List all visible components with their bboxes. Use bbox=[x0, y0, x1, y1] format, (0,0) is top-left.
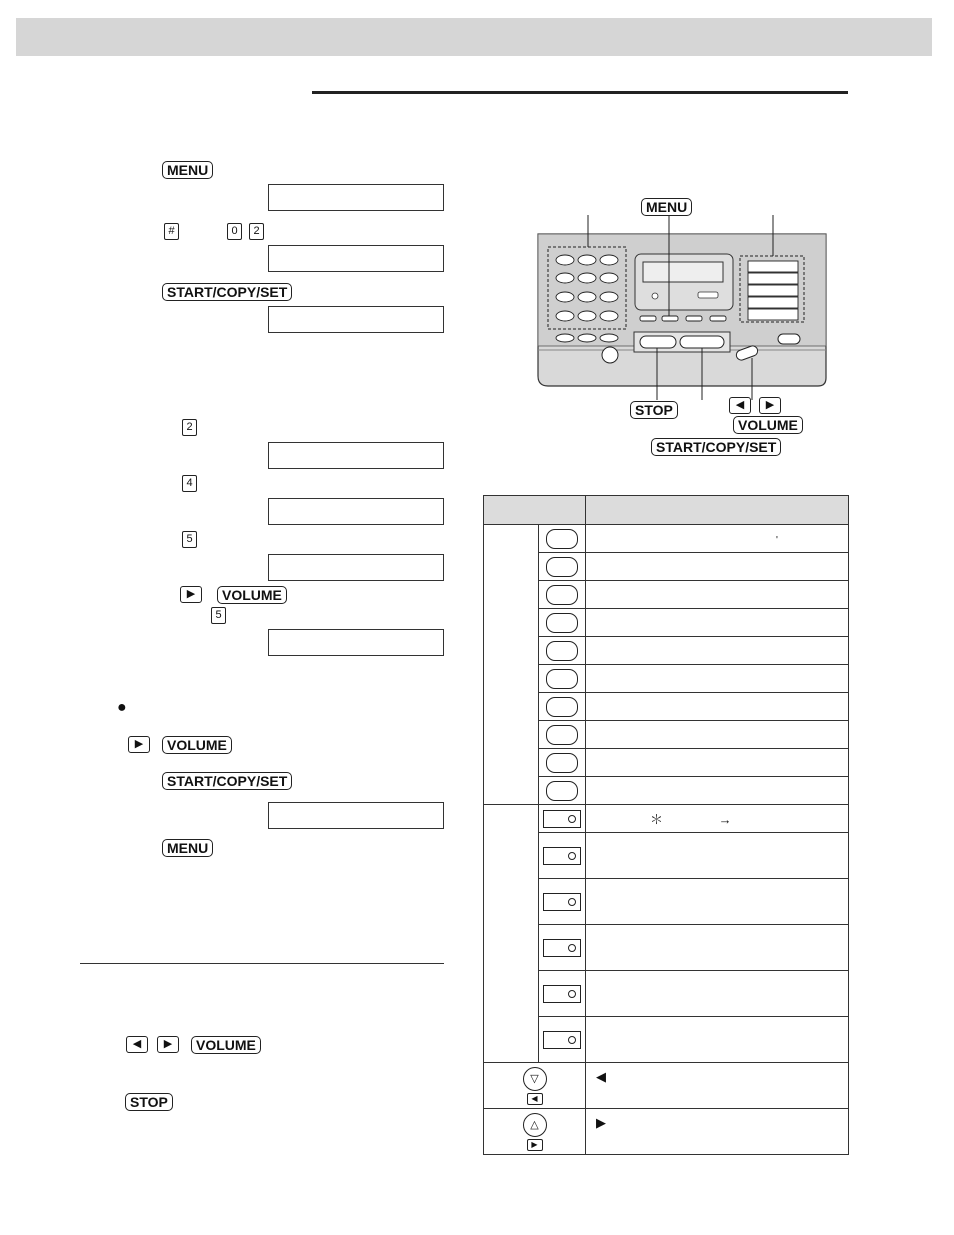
dial-keys-group bbox=[484, 525, 539, 805]
hash-key: # bbox=[164, 223, 179, 240]
table-header-key bbox=[484, 496, 586, 525]
diagram-left-arrow: ◀ bbox=[729, 397, 751, 414]
station-key-icon bbox=[543, 1031, 581, 1049]
up-triangle-icon: △ bbox=[523, 1113, 547, 1137]
station-key-icon bbox=[543, 847, 581, 865]
table-row bbox=[586, 693, 849, 721]
volume-key: VOLUME bbox=[217, 586, 287, 604]
display-box-6 bbox=[268, 554, 444, 581]
right-arrow-key-c: ▶ bbox=[157, 1036, 179, 1053]
right-arrow-icon: ▶ bbox=[527, 1139, 543, 1151]
menu-key: MENU bbox=[162, 161, 213, 179]
five-key: 5 bbox=[182, 531, 197, 548]
table-row bbox=[586, 721, 849, 749]
station-key-icon bbox=[543, 985, 581, 1003]
dial-key-icon bbox=[546, 613, 578, 633]
down-triangle-icon: ▽ bbox=[523, 1067, 547, 1091]
table-row bbox=[586, 1017, 849, 1063]
table-row bbox=[586, 749, 849, 777]
diagram-menu-label: MENU bbox=[641, 198, 692, 216]
display-box-2 bbox=[268, 245, 444, 272]
dial-key-icon bbox=[546, 641, 578, 661]
station-key-icon bbox=[543, 939, 581, 957]
table-row bbox=[586, 1109, 849, 1155]
keys-table bbox=[483, 495, 849, 1155]
apostrophe-mark: ' bbox=[776, 535, 778, 546]
dial-key-icon bbox=[546, 781, 578, 801]
two-key-b: 2 bbox=[182, 419, 197, 436]
table-row bbox=[586, 609, 849, 637]
arrow-mark: → bbox=[718, 812, 732, 827]
table-row bbox=[586, 553, 849, 581]
display-box-5 bbox=[268, 498, 444, 525]
left-arrow-icon: ◀ bbox=[527, 1093, 543, 1105]
table-row bbox=[586, 925, 849, 971]
table-header-function bbox=[586, 496, 849, 525]
fax-machine-illustration bbox=[530, 200, 840, 400]
start-copy-set-key: START/COPY/SET bbox=[162, 283, 292, 301]
diagram-volume-label: VOLUME bbox=[733, 416, 803, 434]
left-triangle-mark: ◀ bbox=[596, 1069, 606, 1084]
table-row bbox=[586, 581, 849, 609]
two-key: 2 bbox=[249, 223, 264, 240]
left-arrow-key: ◀ bbox=[126, 1036, 148, 1053]
stop-key: STOP bbox=[125, 1093, 173, 1111]
start-copy-set-key-b: START/COPY/SET bbox=[162, 772, 292, 790]
right-arrow-key-b: ▶ bbox=[128, 736, 150, 753]
dial-key-icon bbox=[546, 529, 578, 549]
table-row bbox=[586, 805, 849, 833]
five-key-b: 5 bbox=[211, 607, 226, 624]
diagram-start-label: START/COPY/SET bbox=[651, 438, 781, 456]
star-mark: ＊ bbox=[650, 812, 664, 827]
display-box-7 bbox=[268, 629, 444, 656]
dial-key-icon bbox=[546, 557, 578, 577]
divider bbox=[80, 963, 444, 964]
display-box-1 bbox=[268, 184, 444, 211]
table-row bbox=[586, 525, 849, 553]
table-row bbox=[586, 971, 849, 1017]
dial-key-icon bbox=[546, 669, 578, 689]
dial-key-icon bbox=[546, 725, 578, 745]
table-row bbox=[586, 879, 849, 925]
display-box-3 bbox=[268, 306, 444, 333]
header-band bbox=[16, 18, 932, 56]
table-row bbox=[586, 665, 849, 693]
display-box-4 bbox=[268, 442, 444, 469]
volume-key-b: VOLUME bbox=[162, 736, 232, 754]
table-row bbox=[586, 637, 849, 665]
station-key-icon bbox=[543, 810, 581, 828]
table-row bbox=[586, 833, 849, 879]
menu-key-b: MENU bbox=[162, 839, 213, 857]
station-keys-group bbox=[484, 805, 539, 1063]
station-key-icon bbox=[543, 893, 581, 911]
diagram-right-arrow: ▶ bbox=[759, 397, 781, 414]
zero-key: 0 bbox=[227, 223, 242, 240]
right-arrow-key: ▶ bbox=[180, 586, 202, 603]
volume-key-c: VOLUME bbox=[191, 1036, 261, 1054]
diagram-stop-label: STOP bbox=[630, 401, 678, 419]
table-row bbox=[586, 1063, 849, 1109]
section-rule bbox=[312, 91, 848, 94]
dial-key-icon bbox=[546, 585, 578, 605]
display-box-8 bbox=[268, 802, 444, 829]
bullet-mark: ● bbox=[117, 699, 127, 716]
four-key: 4 bbox=[182, 475, 197, 492]
dial-key-icon bbox=[546, 697, 578, 717]
dial-key-icon bbox=[546, 753, 578, 773]
table-row bbox=[586, 777, 849, 805]
right-triangle-mark: ▶ bbox=[596, 1115, 606, 1130]
